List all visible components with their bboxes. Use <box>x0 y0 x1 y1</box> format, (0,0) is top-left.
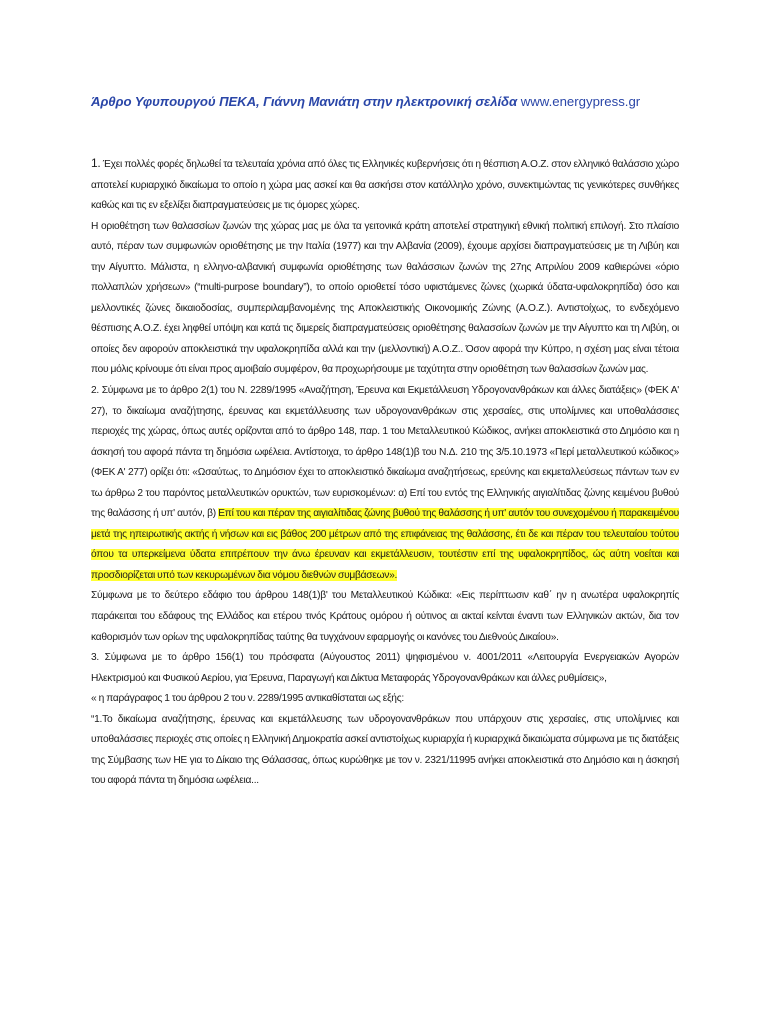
paragraph-4: Σύμφωνα με το δεύτερο εδάφιο του άρθρου 148(1)β' του Μεταλλευτικού Κώδικα: «Εις περίπτωσιν καθ΄ ην η ανωτέρα υφαλοκρηπίς παράκειται του εδάφους της Ελλάδος και ετέρου τινός Κράτους ομόρου ή ούτινος αι ακταί κείνται έναντι των Ελληνικών ακτών, δια τον καθορισμόν των ορίων της υφαλοκρηπίδας ταύτης θα τυγχάνουν εφαρμογής οι κανόνες του Διεθνούς Δικαίου». <box>91 590 679 643</box>
paragraph-6: « η παράγραφος 1 του άρθρου 2 του ν. 2289/1995 αντικαθίσταται ως εξής: <box>91 693 404 705</box>
paragraph-2: Η οριοθέτηση των θαλασσίων ζωνών της χώρας μας με όλα τα γειτονικά κράτη αποτελεί στρατηγική εθνική πολιτική επιλογή. Στο πλαίσιο αυτό, πέραν των συμφωνιών οριοθέτησης με την Ιταλία (1977) και την Αλβανία (2009), έχουμε αρχίσει διαπραγματεύσεις με τη Λιβύη και την Αίγυπτο. Μάλιστα, η ελληνο-αλβανική συμφωνία οριοθέτησης των θαλάσσιων ζωνών της 27ης Απριλίου 2009 καθιερώνει «όριο πολλαπλών χρήσεων» (“multi-purpose boundary”), το οποίο οριοθετεί τόσο υφιστάμενες ζώνες (χωρικά ύδατα-υφαλοκρηπίδα) όσο και μελλοντικές ζώνες δικαιοδοσίας, συμπεριλαμβανομένης της Αποκλειστικής Οικονομικής Ζώνης (Α.Ο.Ζ.). Αντιστοίχως, το ενδεχόμενο θέσπισης Α.Ο.Ζ. έχει ληφθεί υπόψη και κατά τις διμερείς διαπραγματεύσεις οριοθέτησης θαλασσίων ζωνών με την Αίγυπτο και τη Λιβύη, οι οποίες δεν αφορούν αποκλειστικά την υφαλοκρηπίδα αλλά και την (μελλοντική) Α.Ο.Ζ.. Όσον αφορά την Κύπρο, η σχέση μας είναι τέτοια που μόλις κρίνουμε ότι είναι προς αμοιβαίο συμφέρον, θα προχωρήσουμε με ταχύτητα στην οριοθέτηση των θαλασσίων ζωνών μας. <box>91 220 679 376</box>
source-link[interactable]: www.energypress.gr <box>520 94 641 109</box>
title-text: Άρθρο Υφυπουργού ΠΕΚΑ, Γιάννη Μανιάτη στην ηλεκτρονική σελίδα <box>91 94 518 109</box>
document-title <box>91 93 691 111</box>
paragraph-5: 3. Σύμφωνα με το άρθρο 156(1) του πρόσφατα (Αύγουστος 2011) ψηφισμένου ν. 4001/2011 «Λειτουργία Ενεργειακών Αγορών Ηλεκτρισμού και Φυσικού Αερίου, για Έρευνα, Παραγωγή και Δίκτυα Μεταφοράς Υδρογονανθράκων και άλλες ρυθμίσεις», <box>91 652 679 684</box>
paragraph-text: 2. Σύμφωνα με το άρθρο 2(1) του Ν. 2289/1995 «Αναζήτηση, Έρευνα και Εκμετάλλευση Υδρογονανθράκων και άλλες διατάξεις» (ΦΕΚ Α' 27), το δικαίωμα αναζήτησης, έρευνας και εκμετάλλευσης των υδρογονανθράκων στις χερσαίες, στις υπολίμνιες και υποθαλάσσιες περιοχές της χώρας, όπως αυτές ορίζονται από το άρθρο 148, παρ. 1 του Μεταλλευτικού Κώδικος, ανήκει αποκλειστικά στο Δημόσιο και η άσκησή του αφορά πάντα τη δημόσια ωφέλεια. Αντίστοιχα, το άρθρο 148(1)β του Ν.Δ. 210 της 3/5.10.1973 «Περί μεταλλευτικού κώδικος» (ΦΕΚ Α' 277) ορίζει ότι: «Ωσαύτως, το Δημόσιον έχει το αποκλειστικό δικαίωμα αναζητήσεως, ερεύνης και εκμεταλλεύσεως πάντων των εν τω άρθρω 2 του παρόντος μεταλλευτικών ορυκτών, των ευρισκομένων: α) Επί του εντός της Ελληνικής αιγιαλίτιδας ζώνης κειμένου βυθού της θαλάσσης ή υπ' αυτόν, β) <box>91 385 679 520</box>
highlighted-text: Επί του και πέραν της αιγιαλίτιδας ζώνης βυθού της θαλάσσης ή υπ' αυτόν του συνεχομένου ή παρακειμένου μετά της ηπειρωτικής ακτής ή νήσων και εις βάθος 200 μέτρων από της επιφάνειας της θαλάσσης, έτι δε και πέραν του τελευταίου τούτου όπου τα υπερκείμενα ύδατα επιτρέπουν την άνω έρευναν και εκμετάλλευσιν, τουτέστιν επί της υφαλοκρηπίδος, ώς αύτη νοείται και προσδιορίζεται υπό των κεκυρωμένων δια νόμου διεθνών συμβάσεων». <box>91 508 679 581</box>
paragraph-7: “1.Το δικαίωμα αναζήτησης, έρευνας και εκμετάλλευσης των υδρογονανθράκων που υπάρχουν στις χερσαίες, στις υπολίμνιες και υποθαλάσσιες περιοχές στις οποίες η Ελληνική Δημοκρατία ασκεί αντιστοίχως κυριαρχία ή κυριαρχικά δικαιώματα σύμφωνα με τις διατάξεις της Σύμβασης των ΗΕ για το Δίκαιο της Θάλασσας, όπως κυρώθηκε με τον ν. 2321/11995 ανήκει αποκλειστικά στο Δημόσιο και η άσκησή του αφορά πάντα τη δημόσια ωφέλεια... <box>91 713 679 787</box>
paragraph-number: 1. <box>91 156 101 170</box>
paragraph-3 <box>91 381 679 586</box>
paragraph-text: Έχει πολλές φορές δηλωθεί τα τελευταία χρόνια από όλες τις Ελληνικές κυβερνήσεις ότι η θέσπιση Α.Ο.Ζ. στον ελληνικό θαλάσσιο χώρο αποτελεί κυριαρχικό δικαίωμα το οποίο η χώρα μας ασκεί και θα ασκήσει στον κατάλληλο χρόνο, συνεκτιμώντας τις γενικότερες συνθήκες καθώς και τις εν εξελίξει διαπραγματεύσεις με τις όμορες χώρες. <box>91 159 679 212</box>
paragraph-1 <box>91 153 679 217</box>
article-body <box>91 153 679 792</box>
